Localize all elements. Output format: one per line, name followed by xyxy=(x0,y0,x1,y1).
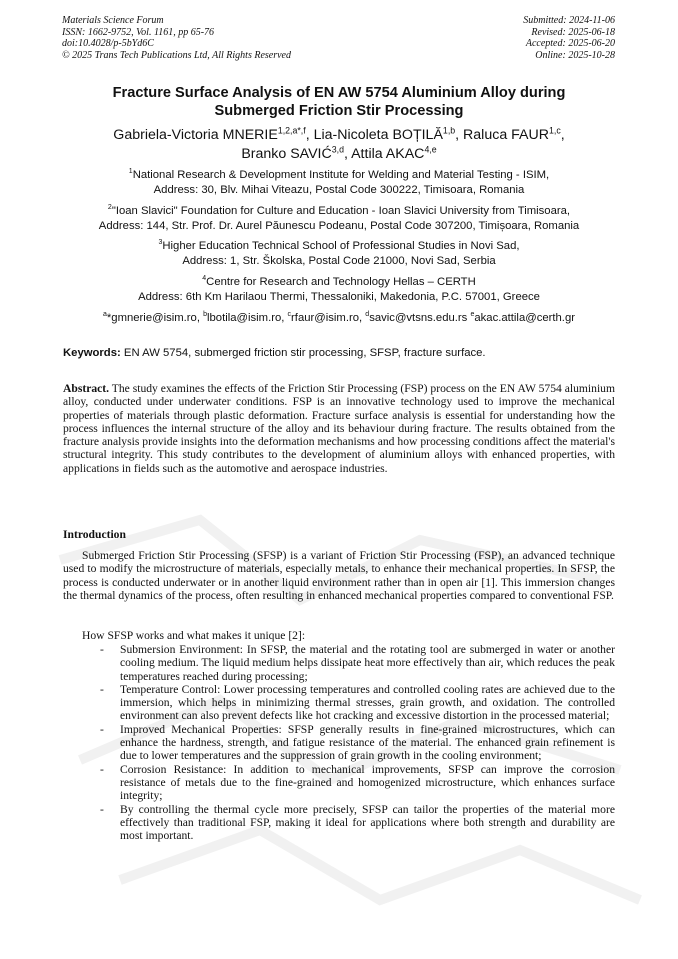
affiliation-number: 3 xyxy=(158,239,163,247)
list-item xyxy=(63,643,615,683)
list-item-text: Submersion Environment: In SFSP, the material and the rotating tool are submerged in water or another cooling medium. The liquid medium helps dissipate heat more effectively than air, which reduces the peak temperatures reached during processing; xyxy=(120,643,615,683)
email-address: rfaur@isim.ro, xyxy=(291,312,366,324)
email-address: savic@vtsns.edu.rs xyxy=(369,312,471,324)
email-sup: c xyxy=(287,311,292,319)
date-online: Online: 2025-10-28 xyxy=(535,49,615,61)
author-name: Raluca FAUR xyxy=(463,127,549,143)
bullet-dash: - xyxy=(100,682,104,696)
list-item-text: Temperature Control: Lower processing temperatures and controlled cooling rates are achieved due to the immersion, which helps in minimizing thermal stresses, grain growth, and oxidation. The controlled environment can also prevent defects like hot cracking and excessive distortion in the processed material; xyxy=(120,682,615,723)
affiliation-line: Higher Education Technical School of Professional Studies in Novi Sad, xyxy=(162,240,520,252)
author-separator: , xyxy=(455,127,464,143)
author-affiliation-sup: 3,d xyxy=(331,143,344,154)
affiliation-4 xyxy=(40,275,638,304)
date-submitted: Submitted: 2024-11-06 xyxy=(523,15,615,26)
author-line-1 xyxy=(40,126,638,145)
affiliation-number: 4 xyxy=(202,275,207,283)
author-affiliation-sup: 1,b xyxy=(442,125,456,136)
abstract xyxy=(63,382,615,475)
author-name: Attila AKAC xyxy=(351,145,425,162)
journal-info xyxy=(62,15,291,61)
title-line-2: Submerged Friction Stir Processing xyxy=(214,103,464,119)
affiliation-2 xyxy=(40,204,638,233)
bullet-dash: - xyxy=(100,762,104,776)
email-sup: a xyxy=(102,311,107,319)
title-line-1: Fracture Surface Analysis of EN AW 5754 Aluminium Alloy during xyxy=(112,85,566,101)
submission-dates xyxy=(523,15,615,61)
list-item-text: Improved Mechanical Properties: SFSP generally results in fine-grained microstructures, which can enhance the hardness, strength, and fatigue resistance of the material. The enhanced grain refinement is due to lower temperatures and the suppression of grain growth in the cooling environment; xyxy=(120,722,615,763)
keywords-text: EN AW 5754, submerged friction stir processing, SFSP, fracture surface. xyxy=(120,347,486,359)
list-item-text: Corrosion Resistance: In addition to mechanical improvements, SFSP can improve the corrosion resistance of metals due to the fine-grained and homogenized microstructure, which enhances surface integrity; xyxy=(120,762,615,803)
journal-doi: doi:10.4028/p-5bYd6C xyxy=(62,38,154,50)
email-sup: d xyxy=(365,311,370,319)
email-sup: b xyxy=(203,311,208,319)
author-separator: , xyxy=(343,145,352,162)
list-item xyxy=(63,683,615,723)
keywords xyxy=(63,346,615,360)
email-address: *gmnerie@isim.ro, xyxy=(106,312,204,324)
list-item xyxy=(63,723,615,763)
email-sup: e xyxy=(470,311,475,319)
author-line-2 xyxy=(40,145,638,164)
affiliation-line: Address: 6th Km Harilaou Thermi, Thessaloniki, Makedonia, P.C. 57001, Greece xyxy=(138,290,540,303)
author-affiliation-sup: 1,2,a*,f xyxy=(277,125,306,136)
bullet-dash: - xyxy=(100,643,104,656)
journal-copyright: © 2025 Trans Tech Publications Ltd, All Rights Reserved xyxy=(62,49,291,61)
affiliation-line: Address: 1, Str. Školska, Postal Code 21000, Novi Sad, Serbia xyxy=(182,254,496,267)
list-item-text: By controlling the thermal cycle more precisely, SFSP can tailor the properties of the material more effectively than traditional FSP, making it ideal for applications where both strength and durability are most important. xyxy=(120,802,615,843)
journal-name: Materials Science Forum xyxy=(62,15,164,26)
affiliation-line: Centre for Research and Technology Hellas – CERTH xyxy=(206,276,476,288)
section-heading-introduction: Introduction xyxy=(63,528,126,541)
intro-lead: How SFSP works and what makes it unique [2]: xyxy=(82,629,306,642)
intro-bullet-list xyxy=(63,643,615,842)
affiliation-1 xyxy=(40,168,638,197)
author-separator: , xyxy=(305,127,314,143)
author-list xyxy=(40,126,638,163)
affiliation-line: "Ioan Slavici" Foundation for Culture and Education - Ioan Slavici University from Timisoara, xyxy=(111,205,571,217)
bullet-dash: - xyxy=(100,722,104,736)
author-name: Branko SAVIĆ xyxy=(241,145,332,162)
abstract-label: Abstract. xyxy=(63,382,110,395)
author-affiliation-sup: 1,c xyxy=(549,125,561,136)
affiliation-line: Address: 30, Blv. Mihai Viteazu, Postal Code 300222, Timisoara, Romania xyxy=(153,183,525,196)
affiliation-number: 2 xyxy=(107,204,112,212)
journal-issn: ISSN: 1662-9752, Vol. 1161, pp 65-76 xyxy=(62,26,215,38)
date-accepted: Accepted: 2025-06-20 xyxy=(525,38,615,50)
author-affiliation-sup: 4,e xyxy=(424,143,437,154)
author-name: Gabriela-Victoria MNERIE xyxy=(113,127,278,143)
keywords-label: Keywords: xyxy=(63,347,121,359)
list-item xyxy=(63,763,615,803)
author-emails xyxy=(40,311,638,325)
list-item xyxy=(63,803,615,843)
affiliation-line: Address: 144, Str. Prof. Dr. Aurel Păunescu Podeanu, Postal Code 307200, Timișoara, Romania xyxy=(98,219,580,232)
author-separator: , xyxy=(560,127,565,143)
affiliation-number: 1 xyxy=(128,168,133,176)
abstract-text: The study examines the effects of the Friction Stir Processing (FSP) process on the EN AW 5754 aluminium alloy, conducted under underwater conditions. FSP is an innovative technology used to improve the mechanical properties of materials through plastic deformation. Fracture surface analysis is essential for understanding how the process influences the internal structure of the alloy and its behaviour during fracture. The results obtained from the fracture analysis provide insights into the deformation mechanisms and how processing conditions affect the material's structural integrity. This study contributes to the development of aluminium alloys with enhanced properties, with applications in fields such as the automotive and aerospace industries. xyxy=(63,382,615,475)
email-address: akac.attila@certh.gr xyxy=(474,312,575,324)
affiliation-3 xyxy=(40,239,638,268)
author-name: Lia-Nicoleta BOȚILĂ xyxy=(313,127,443,143)
date-revised: Revised: 2025-06-18 xyxy=(531,26,615,38)
bullet-dash: - xyxy=(100,802,104,816)
intro-paragraph: Submerged Friction Stir Processing (SFSP) is a variant of Friction Stir Processing (FSP), an advanced technique used to modify the microstructure of materials, especially metals, to enhance their mechanical properties. In SFSP, the process is conducted underwater or in another liquid environment rather than in open air [1]. This immersion changes the thermal dynamics of the process, often resulting in enhanced mechanical properties compared to conventional FSP. xyxy=(63,549,615,602)
affiliation-line: National Research & Development Institute for Welding and Material Testing - ISIM, xyxy=(132,169,550,181)
email-address: lbotila@isim.ro, xyxy=(207,312,288,324)
paper-title xyxy=(40,84,638,120)
